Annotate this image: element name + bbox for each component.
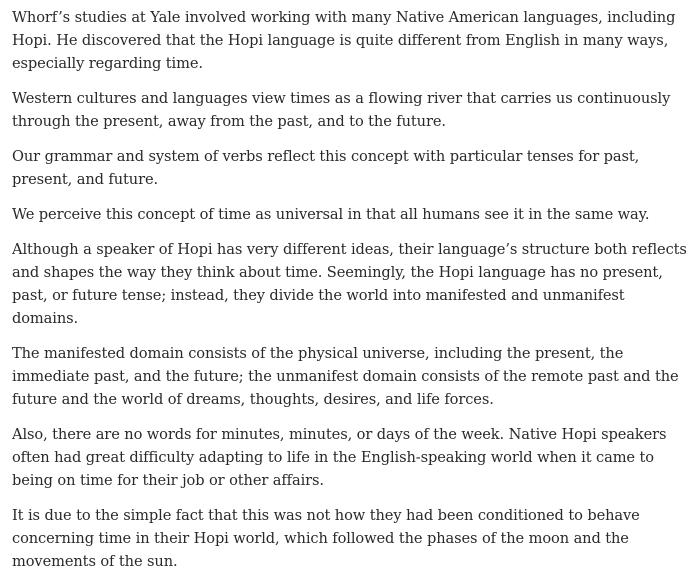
- paragraph-2: Western cultures and languages view times as a flowing river that carries us continuously through the present, away from the past, and to the future.: [12, 90, 671, 130]
- paragraph-4: We perceive this concept of time as universal in that all humans see it in the same way.: [12, 206, 650, 223]
- paragraph-5: Although a speaker of Hopi has very different ideas, their language’s structure both reflects and shapes the way they think about time. Seemingly, the Hopi language has no present, past, or future tense; instead, they divide the world into manifested and unmanifest domains.: [12, 241, 687, 327]
- paragraph-8: It is due to the simple fact that this was not how they had been conditioned to behave concerning time in their Hopi world, which followed the phases of the moon and the movements of the sun.: [12, 507, 640, 570]
- paragraph-1: Whorf’s studies at Yale involved working with many Native American languages, including Hopi. He discovered that the Hopi language is quite different from English in many ways, especially regarding time.: [12, 9, 676, 72]
- paragraph-7: Also, there are no words for minutes, minutes, or days of the week. Native Hopi speakers often had great difficulty adapting to life in the English-speaking world when it came to being on time for their job or other affairs.: [12, 426, 667, 489]
- paragraph-3: Our grammar and system of verbs reflect this concept with particular tenses for past, present, and future.: [12, 148, 640, 188]
- paragraph-6: The manifested domain consists of the physical universe, including the present, the immediate past, and the future; the unmanifest domain consists of the remote past and the future and the world of dreams, thoughts, desires, and life forces.: [12, 345, 679, 408]
